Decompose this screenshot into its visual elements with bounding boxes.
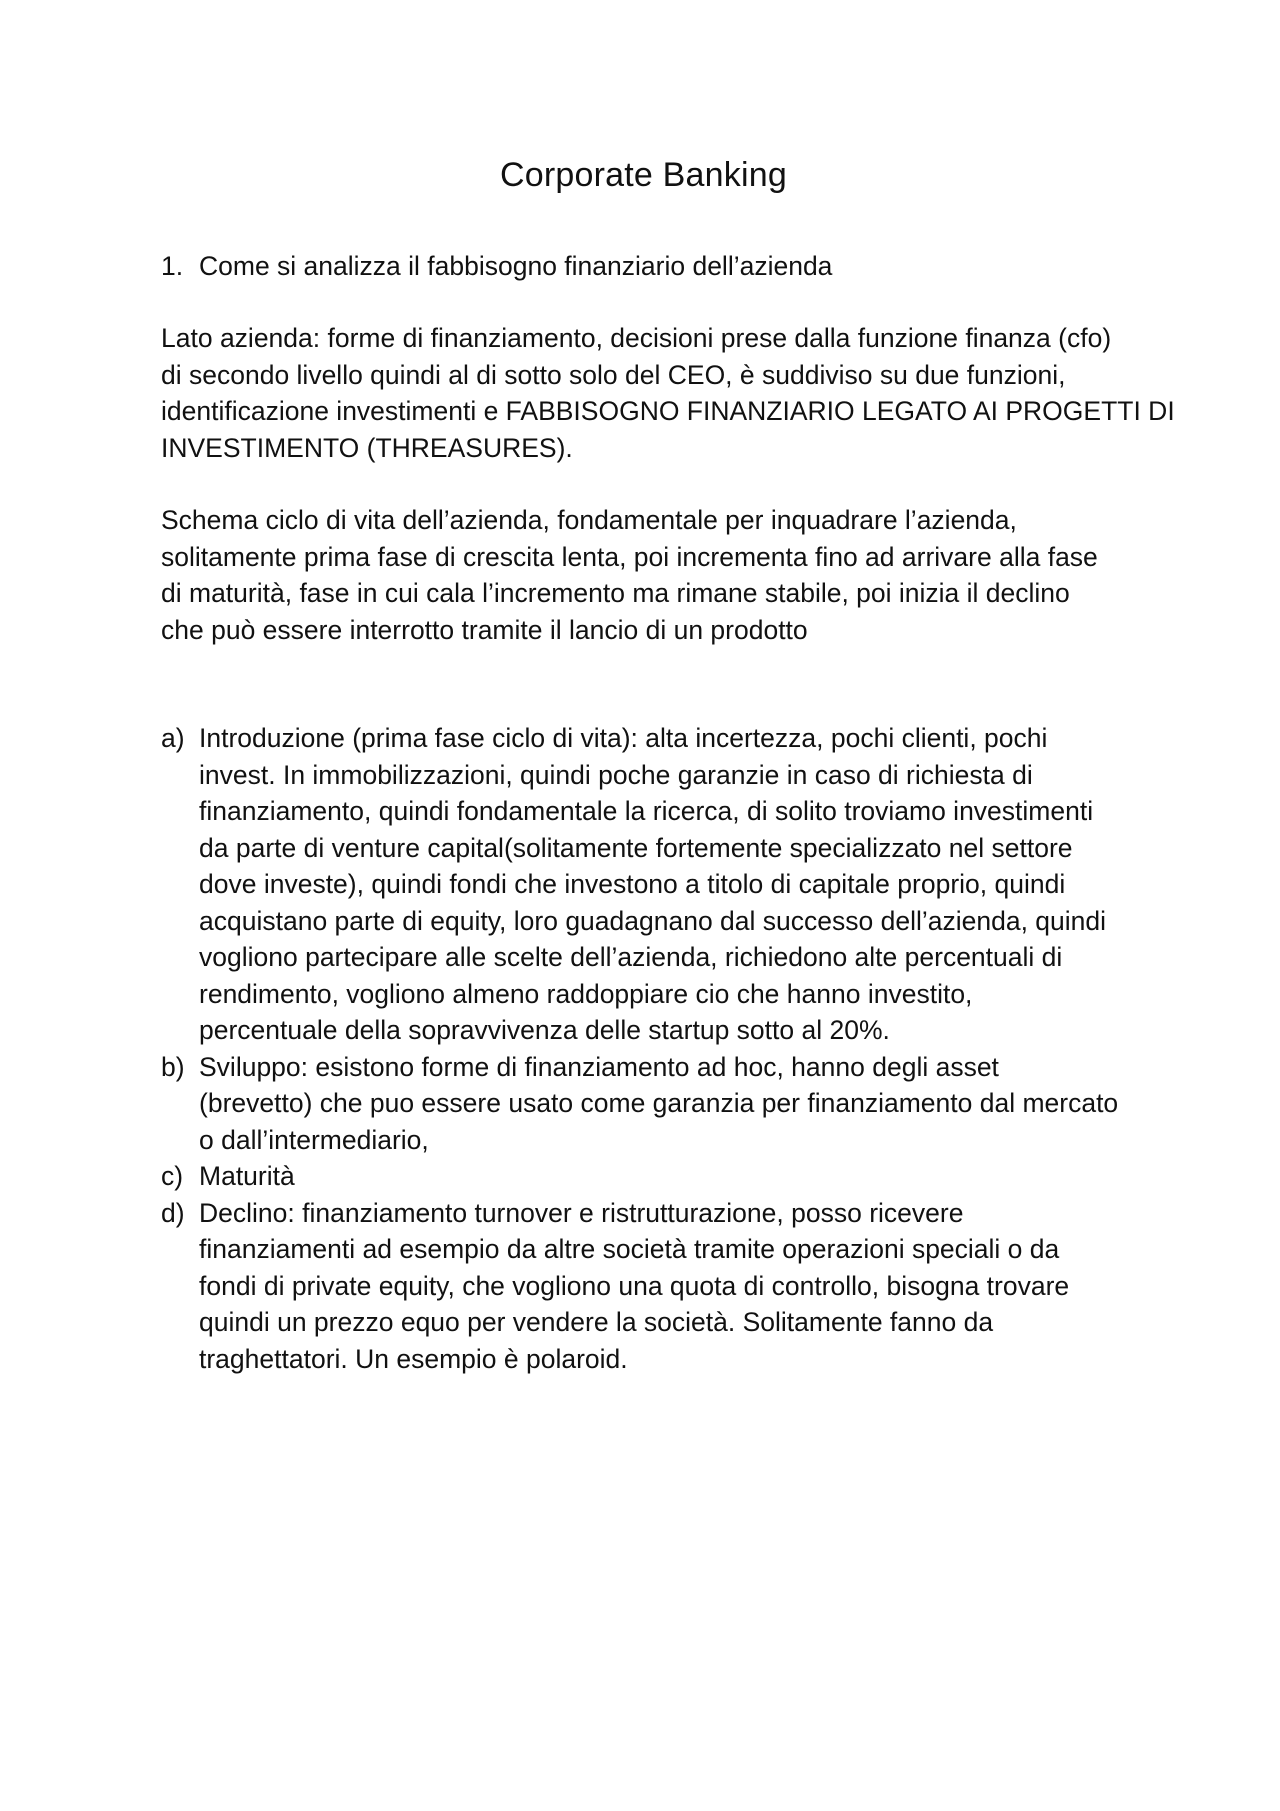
list-item-declino xyxy=(161,1195,1161,1378)
list-item-line: Sviluppo: esistono forme di finanziamento ad hoc, hanno degli asset xyxy=(199,1051,999,1082)
section-number: 1. xyxy=(161,251,184,281)
list-item-line: Declino: finanziamento turnover e ristrutturazione, posso ricevere xyxy=(199,1197,964,1228)
paragraph-line: solitamente prima fase di crescita lenta, poi incrementa fino ad arrivare alla fase xyxy=(161,541,1098,572)
list-item-line: rendimento, vogliono almeno raddoppiare cio che hanno investito, xyxy=(199,978,973,1009)
paragraph-lato-azienda xyxy=(161,320,1175,466)
paragraph-line: di secondo livello quindi al di sotto solo del CEO, è suddiviso su due funzioni, xyxy=(161,359,1066,390)
list-item-maturita xyxy=(161,1158,1161,1195)
list-item-line: percentuale della sopravvivenza delle startup sotto al 20%. xyxy=(199,1015,890,1045)
list-item-line: traghettatori. Un esempio è polaroid. xyxy=(199,1343,628,1374)
paragraph-line: Schema ciclo di vita dell’azienda, fondamentale per inquadrare l’azienda, xyxy=(161,505,1017,535)
list-item-line: fondi di private equity, che vogliono una quota di controllo, bisogna trovare xyxy=(199,1270,1070,1301)
list-marker: b) xyxy=(161,1051,185,1082)
lifecycle-list xyxy=(161,720,1161,1377)
list-marker: a) xyxy=(161,723,185,753)
list-item-line: o dall’intermediario, xyxy=(199,1124,429,1155)
list-item-line: vogliono partecipare alle scelte dell’azienda, richiedono alte percentuali di xyxy=(199,942,1063,972)
list-item-line: Introduzione (prima fase ciclo di vita): alta incertezza, pochi clienti, pochi xyxy=(199,723,1048,753)
list-item-line: da parte di venture capital(solitamente fortemente specializzato nel settore xyxy=(199,832,1073,863)
list-item-line: Maturità xyxy=(199,1161,295,1191)
list-item-introduzione xyxy=(161,720,1161,1049)
list-marker: c) xyxy=(161,1161,184,1191)
list-item-line: quindi un prezzo equo per vendere la società. Solitamente fanno da xyxy=(199,1307,994,1337)
list-item-line: acquistano parte di equity, loro guadagnano dal successo dell’azienda, quindi xyxy=(199,905,1107,936)
list-marker: d) xyxy=(161,1197,185,1228)
list-item-sviluppo xyxy=(161,1049,1161,1159)
paragraph-ciclo-di-vita xyxy=(161,502,1161,648)
section-heading-text: Come si analizza il fabbisogno finanziario dell’azienda xyxy=(199,251,833,281)
paragraph-line: di maturità, fase in cui cala l’incremento ma rimane stabile, poi inizia il declino xyxy=(161,578,1070,608)
paragraph-line: identificazione investimenti e FABBISOGNO FINANZIARIO LEGATO AI PROGETTI DI xyxy=(161,396,1175,426)
list-item-line: (brevetto) che puo essere usato come garanzia per finanziamento dal mercato xyxy=(199,1088,1119,1118)
list-item-line: finanziamento, quindi fondamentale la ricerca, di solito troviamo investimenti xyxy=(199,796,1094,826)
document-title: Corporate Banking xyxy=(500,156,787,194)
paragraph-line: che può essere interrotto tramite il lancio di un prodotto xyxy=(161,614,808,645)
list-item-line: dove investe), quindi fondi che investono a titolo di capitale proprio, quindi xyxy=(199,869,1066,899)
paragraph-line: INVESTIMENTO (THREASURES). xyxy=(161,432,573,463)
list-item-line: invest. In immobilizzazioni, quindi poche garanzie in caso di richiesta di xyxy=(199,759,1033,790)
list-item-line: finanziamenti ad esempio da altre società tramite operazioni speciali o da xyxy=(199,1234,1060,1264)
paragraph-line: Lato azienda: forme di finanziamento, decisioni prese dalla funzione finanza (cfo) xyxy=(161,323,1112,353)
